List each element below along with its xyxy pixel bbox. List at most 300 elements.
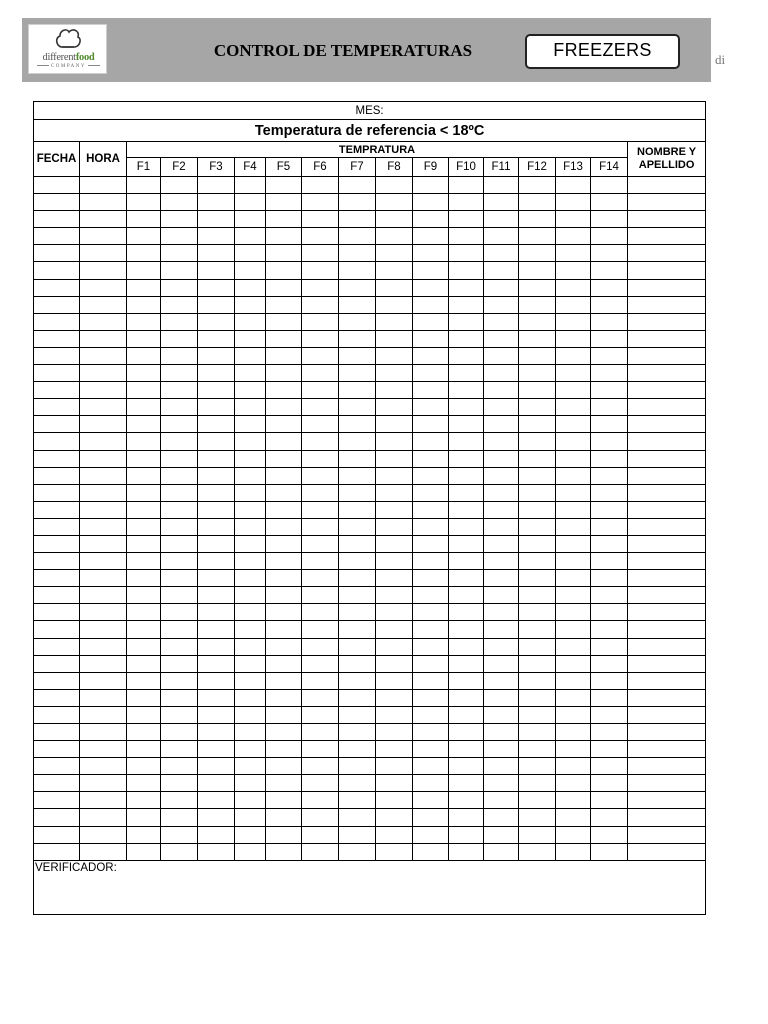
date-cell[interactable] xyxy=(34,399,80,416)
temperature-cell[interactable] xyxy=(339,689,376,706)
temperature-cell[interactable] xyxy=(449,245,484,262)
time-cell[interactable] xyxy=(80,433,127,450)
temperature-cell[interactable] xyxy=(127,347,161,364)
temperature-cell[interactable] xyxy=(484,177,519,194)
temperature-cell[interactable] xyxy=(413,553,449,570)
temperature-cell[interactable] xyxy=(198,655,235,672)
temperature-cell[interactable] xyxy=(302,638,339,655)
temperature-cell[interactable] xyxy=(235,467,266,484)
temperature-cell[interactable] xyxy=(198,826,235,843)
name-cell[interactable] xyxy=(628,724,706,741)
temperature-cell[interactable] xyxy=(556,296,591,313)
temperature-cell[interactable] xyxy=(161,279,198,296)
temperature-cell[interactable] xyxy=(127,433,161,450)
temperature-cell[interactable] xyxy=(198,330,235,347)
temperature-cell[interactable] xyxy=(556,535,591,552)
temperature-cell[interactable] xyxy=(376,689,413,706)
temperature-cell[interactable] xyxy=(266,467,302,484)
date-cell[interactable] xyxy=(34,467,80,484)
temperature-cell[interactable] xyxy=(449,484,484,501)
temperature-cell[interactable] xyxy=(198,245,235,262)
temperature-cell[interactable] xyxy=(161,194,198,211)
temperature-cell[interactable] xyxy=(266,535,302,552)
temperature-cell[interactable] xyxy=(302,587,339,604)
temperature-cell[interactable] xyxy=(591,809,628,826)
name-cell[interactable] xyxy=(628,467,706,484)
temperature-cell[interactable] xyxy=(266,758,302,775)
name-cell[interactable] xyxy=(628,604,706,621)
name-cell[interactable] xyxy=(628,518,706,535)
temperature-cell[interactable] xyxy=(591,638,628,655)
time-cell[interactable] xyxy=(80,621,127,638)
temperature-cell[interactable] xyxy=(519,724,556,741)
temperature-cell[interactable] xyxy=(266,518,302,535)
temperature-cell[interactable] xyxy=(376,570,413,587)
temperature-cell[interactable] xyxy=(161,724,198,741)
time-cell[interactable] xyxy=(80,296,127,313)
date-cell[interactable] xyxy=(34,638,80,655)
temperature-cell[interactable] xyxy=(484,416,519,433)
temperature-cell[interactable] xyxy=(376,535,413,552)
name-cell[interactable] xyxy=(628,621,706,638)
time-cell[interactable] xyxy=(80,809,127,826)
temperature-cell[interactable] xyxy=(161,792,198,809)
temperature-cell[interactable] xyxy=(556,211,591,228)
temperature-cell[interactable] xyxy=(556,689,591,706)
temperature-cell[interactable] xyxy=(127,655,161,672)
temperature-cell[interactable] xyxy=(127,621,161,638)
temperature-cell[interactable] xyxy=(127,177,161,194)
temperature-cell[interactable] xyxy=(413,741,449,758)
date-cell[interactable] xyxy=(34,775,80,792)
temperature-cell[interactable] xyxy=(235,211,266,228)
temperature-cell[interactable] xyxy=(161,501,198,518)
temperature-cell[interactable] xyxy=(413,211,449,228)
temperature-cell[interactable] xyxy=(591,313,628,330)
name-cell[interactable] xyxy=(628,416,706,433)
temperature-cell[interactable] xyxy=(376,809,413,826)
temperature-cell[interactable] xyxy=(235,689,266,706)
name-cell[interactable] xyxy=(628,313,706,330)
date-cell[interactable] xyxy=(34,809,80,826)
temperature-cell[interactable] xyxy=(591,843,628,860)
temperature-cell[interactable] xyxy=(413,228,449,245)
name-cell[interactable] xyxy=(628,245,706,262)
name-cell[interactable] xyxy=(628,382,706,399)
temperature-cell[interactable] xyxy=(161,826,198,843)
temperature-cell[interactable] xyxy=(484,450,519,467)
temperature-cell[interactable] xyxy=(484,296,519,313)
temperature-cell[interactable] xyxy=(556,604,591,621)
temperature-cell[interactable] xyxy=(413,758,449,775)
temperature-cell[interactable] xyxy=(484,621,519,638)
temperature-cell[interactable] xyxy=(127,604,161,621)
temperature-cell[interactable] xyxy=(127,535,161,552)
temperature-cell[interactable] xyxy=(235,228,266,245)
temperature-cell[interactable] xyxy=(519,792,556,809)
temperature-cell[interactable] xyxy=(235,194,266,211)
time-cell[interactable] xyxy=(80,706,127,723)
temperature-cell[interactable] xyxy=(198,484,235,501)
temperature-cell[interactable] xyxy=(127,689,161,706)
temperature-cell[interactable] xyxy=(302,228,339,245)
temperature-cell[interactable] xyxy=(484,433,519,450)
temperature-cell[interactable] xyxy=(376,450,413,467)
name-cell[interactable] xyxy=(628,279,706,296)
temperature-cell[interactable] xyxy=(484,638,519,655)
temperature-cell[interactable] xyxy=(449,826,484,843)
temperature-cell[interactable] xyxy=(339,741,376,758)
date-cell[interactable] xyxy=(34,177,80,194)
date-cell[interactable] xyxy=(34,501,80,518)
time-cell[interactable] xyxy=(80,467,127,484)
temperature-cell[interactable] xyxy=(339,638,376,655)
temperature-cell[interactable] xyxy=(266,177,302,194)
temperature-cell[interactable] xyxy=(266,313,302,330)
temperature-cell[interactable] xyxy=(376,296,413,313)
temperature-cell[interactable] xyxy=(339,296,376,313)
temperature-cell[interactable] xyxy=(591,655,628,672)
temperature-cell[interactable] xyxy=(591,416,628,433)
temperature-cell[interactable] xyxy=(519,655,556,672)
temperature-cell[interactable] xyxy=(235,638,266,655)
temperature-cell[interactable] xyxy=(302,843,339,860)
name-cell[interactable] xyxy=(628,399,706,416)
temperature-cell[interactable] xyxy=(161,211,198,228)
temperature-cell[interactable] xyxy=(519,467,556,484)
temperature-cell[interactable] xyxy=(339,450,376,467)
temperature-cell[interactable] xyxy=(339,775,376,792)
temperature-cell[interactable] xyxy=(302,194,339,211)
time-cell[interactable] xyxy=(80,450,127,467)
temperature-cell[interactable] xyxy=(519,621,556,638)
temperature-cell[interactable] xyxy=(302,433,339,450)
time-cell[interactable] xyxy=(80,843,127,860)
temperature-cell[interactable] xyxy=(235,262,266,279)
temperature-cell[interactable] xyxy=(519,228,556,245)
temperature-cell[interactable] xyxy=(302,262,339,279)
time-cell[interactable] xyxy=(80,758,127,775)
name-cell[interactable] xyxy=(628,194,706,211)
temperature-cell[interactable] xyxy=(556,484,591,501)
temperature-cell[interactable] xyxy=(161,741,198,758)
temperature-cell[interactable] xyxy=(235,399,266,416)
temperature-cell[interactable] xyxy=(198,416,235,433)
temperature-cell[interactable] xyxy=(235,245,266,262)
temperature-cell[interactable] xyxy=(413,262,449,279)
time-cell[interactable] xyxy=(80,553,127,570)
temperature-cell[interactable] xyxy=(519,553,556,570)
date-cell[interactable] xyxy=(34,621,80,638)
date-cell[interactable] xyxy=(34,843,80,860)
temperature-cell[interactable] xyxy=(161,758,198,775)
temperature-cell[interactable] xyxy=(302,450,339,467)
temperature-cell[interactable] xyxy=(302,211,339,228)
temperature-cell[interactable] xyxy=(266,843,302,860)
temperature-cell[interactable] xyxy=(376,347,413,364)
temperature-cell[interactable] xyxy=(302,621,339,638)
temperature-cell[interactable] xyxy=(302,672,339,689)
temperature-cell[interactable] xyxy=(449,587,484,604)
temperature-cell[interactable] xyxy=(339,655,376,672)
temperature-cell[interactable] xyxy=(198,194,235,211)
temperature-cell[interactable] xyxy=(302,775,339,792)
temperature-cell[interactable] xyxy=(449,416,484,433)
temperature-cell[interactable] xyxy=(519,741,556,758)
time-cell[interactable] xyxy=(80,826,127,843)
name-cell[interactable] xyxy=(628,775,706,792)
temperature-cell[interactable] xyxy=(376,467,413,484)
temperature-cell[interactable] xyxy=(519,279,556,296)
name-cell[interactable] xyxy=(628,655,706,672)
temperature-cell[interactable] xyxy=(449,621,484,638)
temperature-cell[interactable] xyxy=(198,296,235,313)
temperature-cell[interactable] xyxy=(591,433,628,450)
temperature-cell[interactable] xyxy=(235,826,266,843)
month-field[interactable]: MES: xyxy=(34,102,706,120)
date-cell[interactable] xyxy=(34,535,80,552)
temperature-cell[interactable] xyxy=(484,655,519,672)
temperature-cell[interactable] xyxy=(302,535,339,552)
temperature-cell[interactable] xyxy=(339,809,376,826)
temperature-cell[interactable] xyxy=(449,843,484,860)
temperature-cell[interactable] xyxy=(556,843,591,860)
date-cell[interactable] xyxy=(34,382,80,399)
temperature-cell[interactable] xyxy=(235,758,266,775)
temperature-cell[interactable] xyxy=(127,296,161,313)
temperature-cell[interactable] xyxy=(302,484,339,501)
temperature-cell[interactable] xyxy=(449,741,484,758)
temperature-cell[interactable] xyxy=(519,177,556,194)
temperature-cell[interactable] xyxy=(449,177,484,194)
temperature-cell[interactable] xyxy=(235,416,266,433)
time-cell[interactable] xyxy=(80,655,127,672)
temperature-cell[interactable] xyxy=(376,399,413,416)
temperature-cell[interactable] xyxy=(198,689,235,706)
temperature-cell[interactable] xyxy=(302,416,339,433)
temperature-cell[interactable] xyxy=(413,501,449,518)
temperature-cell[interactable] xyxy=(449,228,484,245)
time-cell[interactable] xyxy=(80,416,127,433)
temperature-cell[interactable] xyxy=(235,741,266,758)
temperature-cell[interactable] xyxy=(235,484,266,501)
temperature-cell[interactable] xyxy=(161,347,198,364)
temperature-cell[interactable] xyxy=(376,194,413,211)
temperature-cell[interactable] xyxy=(376,638,413,655)
temperature-cell[interactable] xyxy=(376,758,413,775)
temperature-cell[interactable] xyxy=(556,706,591,723)
temperature-cell[interactable] xyxy=(413,655,449,672)
temperature-cell[interactable] xyxy=(198,501,235,518)
temperature-cell[interactable] xyxy=(591,672,628,689)
temperature-cell[interactable] xyxy=(449,553,484,570)
temperature-cell[interactable] xyxy=(484,741,519,758)
date-cell[interactable] xyxy=(34,518,80,535)
temperature-cell[interactable] xyxy=(302,706,339,723)
temperature-cell[interactable] xyxy=(266,347,302,364)
temperature-cell[interactable] xyxy=(376,724,413,741)
verifier-field[interactable]: VERIFICADOR: xyxy=(34,860,706,914)
temperature-cell[interactable] xyxy=(235,655,266,672)
temperature-cell[interactable] xyxy=(484,553,519,570)
temperature-cell[interactable] xyxy=(127,758,161,775)
temperature-cell[interactable] xyxy=(302,724,339,741)
temperature-cell[interactable] xyxy=(413,484,449,501)
temperature-cell[interactable] xyxy=(556,433,591,450)
temperature-cell[interactable] xyxy=(302,399,339,416)
temperature-cell[interactable] xyxy=(127,330,161,347)
time-cell[interactable] xyxy=(80,518,127,535)
temperature-cell[interactable] xyxy=(484,689,519,706)
temperature-cell[interactable] xyxy=(161,809,198,826)
temperature-cell[interactable] xyxy=(235,365,266,382)
temperature-cell[interactable] xyxy=(161,604,198,621)
temperature-cell[interactable] xyxy=(198,587,235,604)
temperature-cell[interactable] xyxy=(449,655,484,672)
temperature-cell[interactable] xyxy=(591,211,628,228)
temperature-cell[interactable] xyxy=(161,638,198,655)
temperature-cell[interactable] xyxy=(198,775,235,792)
date-cell[interactable] xyxy=(34,296,80,313)
temperature-cell[interactable] xyxy=(449,604,484,621)
temperature-cell[interactable] xyxy=(484,535,519,552)
temperature-cell[interactable] xyxy=(519,399,556,416)
temperature-cell[interactable] xyxy=(235,347,266,364)
temperature-cell[interactable] xyxy=(198,279,235,296)
temperature-cell[interactable] xyxy=(266,399,302,416)
temperature-cell[interactable] xyxy=(339,758,376,775)
temperature-cell[interactable] xyxy=(449,809,484,826)
temperature-cell[interactable] xyxy=(413,724,449,741)
temperature-cell[interactable] xyxy=(235,382,266,399)
temperature-cell[interactable] xyxy=(591,177,628,194)
temperature-cell[interactable] xyxy=(591,706,628,723)
temperature-cell[interactable] xyxy=(127,313,161,330)
temperature-cell[interactable] xyxy=(413,347,449,364)
date-cell[interactable] xyxy=(34,741,80,758)
temperature-cell[interactable] xyxy=(519,809,556,826)
temperature-cell[interactable] xyxy=(235,672,266,689)
temperature-cell[interactable] xyxy=(376,843,413,860)
temperature-cell[interactable] xyxy=(484,792,519,809)
temperature-cell[interactable] xyxy=(556,724,591,741)
temperature-cell[interactable] xyxy=(127,638,161,655)
temperature-cell[interactable] xyxy=(556,245,591,262)
temperature-cell[interactable] xyxy=(161,706,198,723)
temperature-cell[interactable] xyxy=(339,792,376,809)
temperature-cell[interactable] xyxy=(161,672,198,689)
temperature-cell[interactable] xyxy=(519,296,556,313)
temperature-cell[interactable] xyxy=(556,570,591,587)
temperature-cell[interactable] xyxy=(198,706,235,723)
temperature-cell[interactable] xyxy=(413,194,449,211)
temperature-cell[interactable] xyxy=(591,279,628,296)
temperature-cell[interactable] xyxy=(519,843,556,860)
temperature-cell[interactable] xyxy=(413,279,449,296)
temperature-cell[interactable] xyxy=(235,330,266,347)
temperature-cell[interactable] xyxy=(266,809,302,826)
temperature-cell[interactable] xyxy=(302,518,339,535)
name-cell[interactable] xyxy=(628,262,706,279)
time-cell[interactable] xyxy=(80,638,127,655)
date-cell[interactable] xyxy=(34,279,80,296)
temperature-cell[interactable] xyxy=(449,296,484,313)
temperature-cell[interactable] xyxy=(591,621,628,638)
temperature-cell[interactable] xyxy=(339,843,376,860)
name-cell[interactable] xyxy=(628,365,706,382)
temperature-cell[interactable] xyxy=(484,245,519,262)
temperature-cell[interactable] xyxy=(519,365,556,382)
temperature-cell[interactable] xyxy=(339,621,376,638)
temperature-cell[interactable] xyxy=(339,365,376,382)
temperature-cell[interactable] xyxy=(235,706,266,723)
temperature-cell[interactable] xyxy=(266,194,302,211)
temperature-cell[interactable] xyxy=(413,689,449,706)
temperature-cell[interactable] xyxy=(161,467,198,484)
temperature-cell[interactable] xyxy=(161,655,198,672)
name-cell[interactable] xyxy=(628,689,706,706)
time-cell[interactable] xyxy=(80,313,127,330)
temperature-cell[interactable] xyxy=(339,518,376,535)
date-cell[interactable] xyxy=(34,433,80,450)
temperature-cell[interactable] xyxy=(591,535,628,552)
temperature-cell[interactable] xyxy=(198,211,235,228)
time-cell[interactable] xyxy=(80,775,127,792)
temperature-cell[interactable] xyxy=(413,792,449,809)
temperature-cell[interactable] xyxy=(235,553,266,570)
name-cell[interactable] xyxy=(628,433,706,450)
temperature-cell[interactable] xyxy=(339,194,376,211)
time-cell[interactable] xyxy=(80,484,127,501)
date-cell[interactable] xyxy=(34,553,80,570)
temperature-cell[interactable] xyxy=(198,741,235,758)
temperature-cell[interactable] xyxy=(556,775,591,792)
temperature-cell[interactable] xyxy=(339,211,376,228)
temperature-cell[interactable] xyxy=(198,450,235,467)
temperature-cell[interactable] xyxy=(266,587,302,604)
temperature-cell[interactable] xyxy=(449,570,484,587)
temperature-cell[interactable] xyxy=(161,330,198,347)
temperature-cell[interactable] xyxy=(161,313,198,330)
temperature-cell[interactable] xyxy=(198,382,235,399)
temperature-cell[interactable] xyxy=(235,843,266,860)
date-cell[interactable] xyxy=(34,706,80,723)
temperature-cell[interactable] xyxy=(591,399,628,416)
temperature-cell[interactable] xyxy=(484,279,519,296)
temperature-cell[interactable] xyxy=(161,484,198,501)
temperature-cell[interactable] xyxy=(127,450,161,467)
temperature-cell[interactable] xyxy=(235,570,266,587)
temperature-cell[interactable] xyxy=(266,655,302,672)
temperature-cell[interactable] xyxy=(556,467,591,484)
temperature-cell[interactable] xyxy=(235,433,266,450)
temperature-cell[interactable] xyxy=(556,450,591,467)
temperature-cell[interactable] xyxy=(339,501,376,518)
temperature-cell[interactable] xyxy=(339,245,376,262)
date-cell[interactable] xyxy=(34,587,80,604)
temperature-cell[interactable] xyxy=(198,433,235,450)
temperature-cell[interactable] xyxy=(127,809,161,826)
temperature-cell[interactable] xyxy=(484,484,519,501)
name-cell[interactable] xyxy=(628,809,706,826)
temperature-cell[interactable] xyxy=(302,758,339,775)
name-cell[interactable] xyxy=(628,228,706,245)
temperature-cell[interactable] xyxy=(556,553,591,570)
temperature-cell[interactable] xyxy=(235,450,266,467)
temperature-cell[interactable] xyxy=(127,382,161,399)
temperature-cell[interactable] xyxy=(591,365,628,382)
temperature-cell[interactable] xyxy=(198,672,235,689)
